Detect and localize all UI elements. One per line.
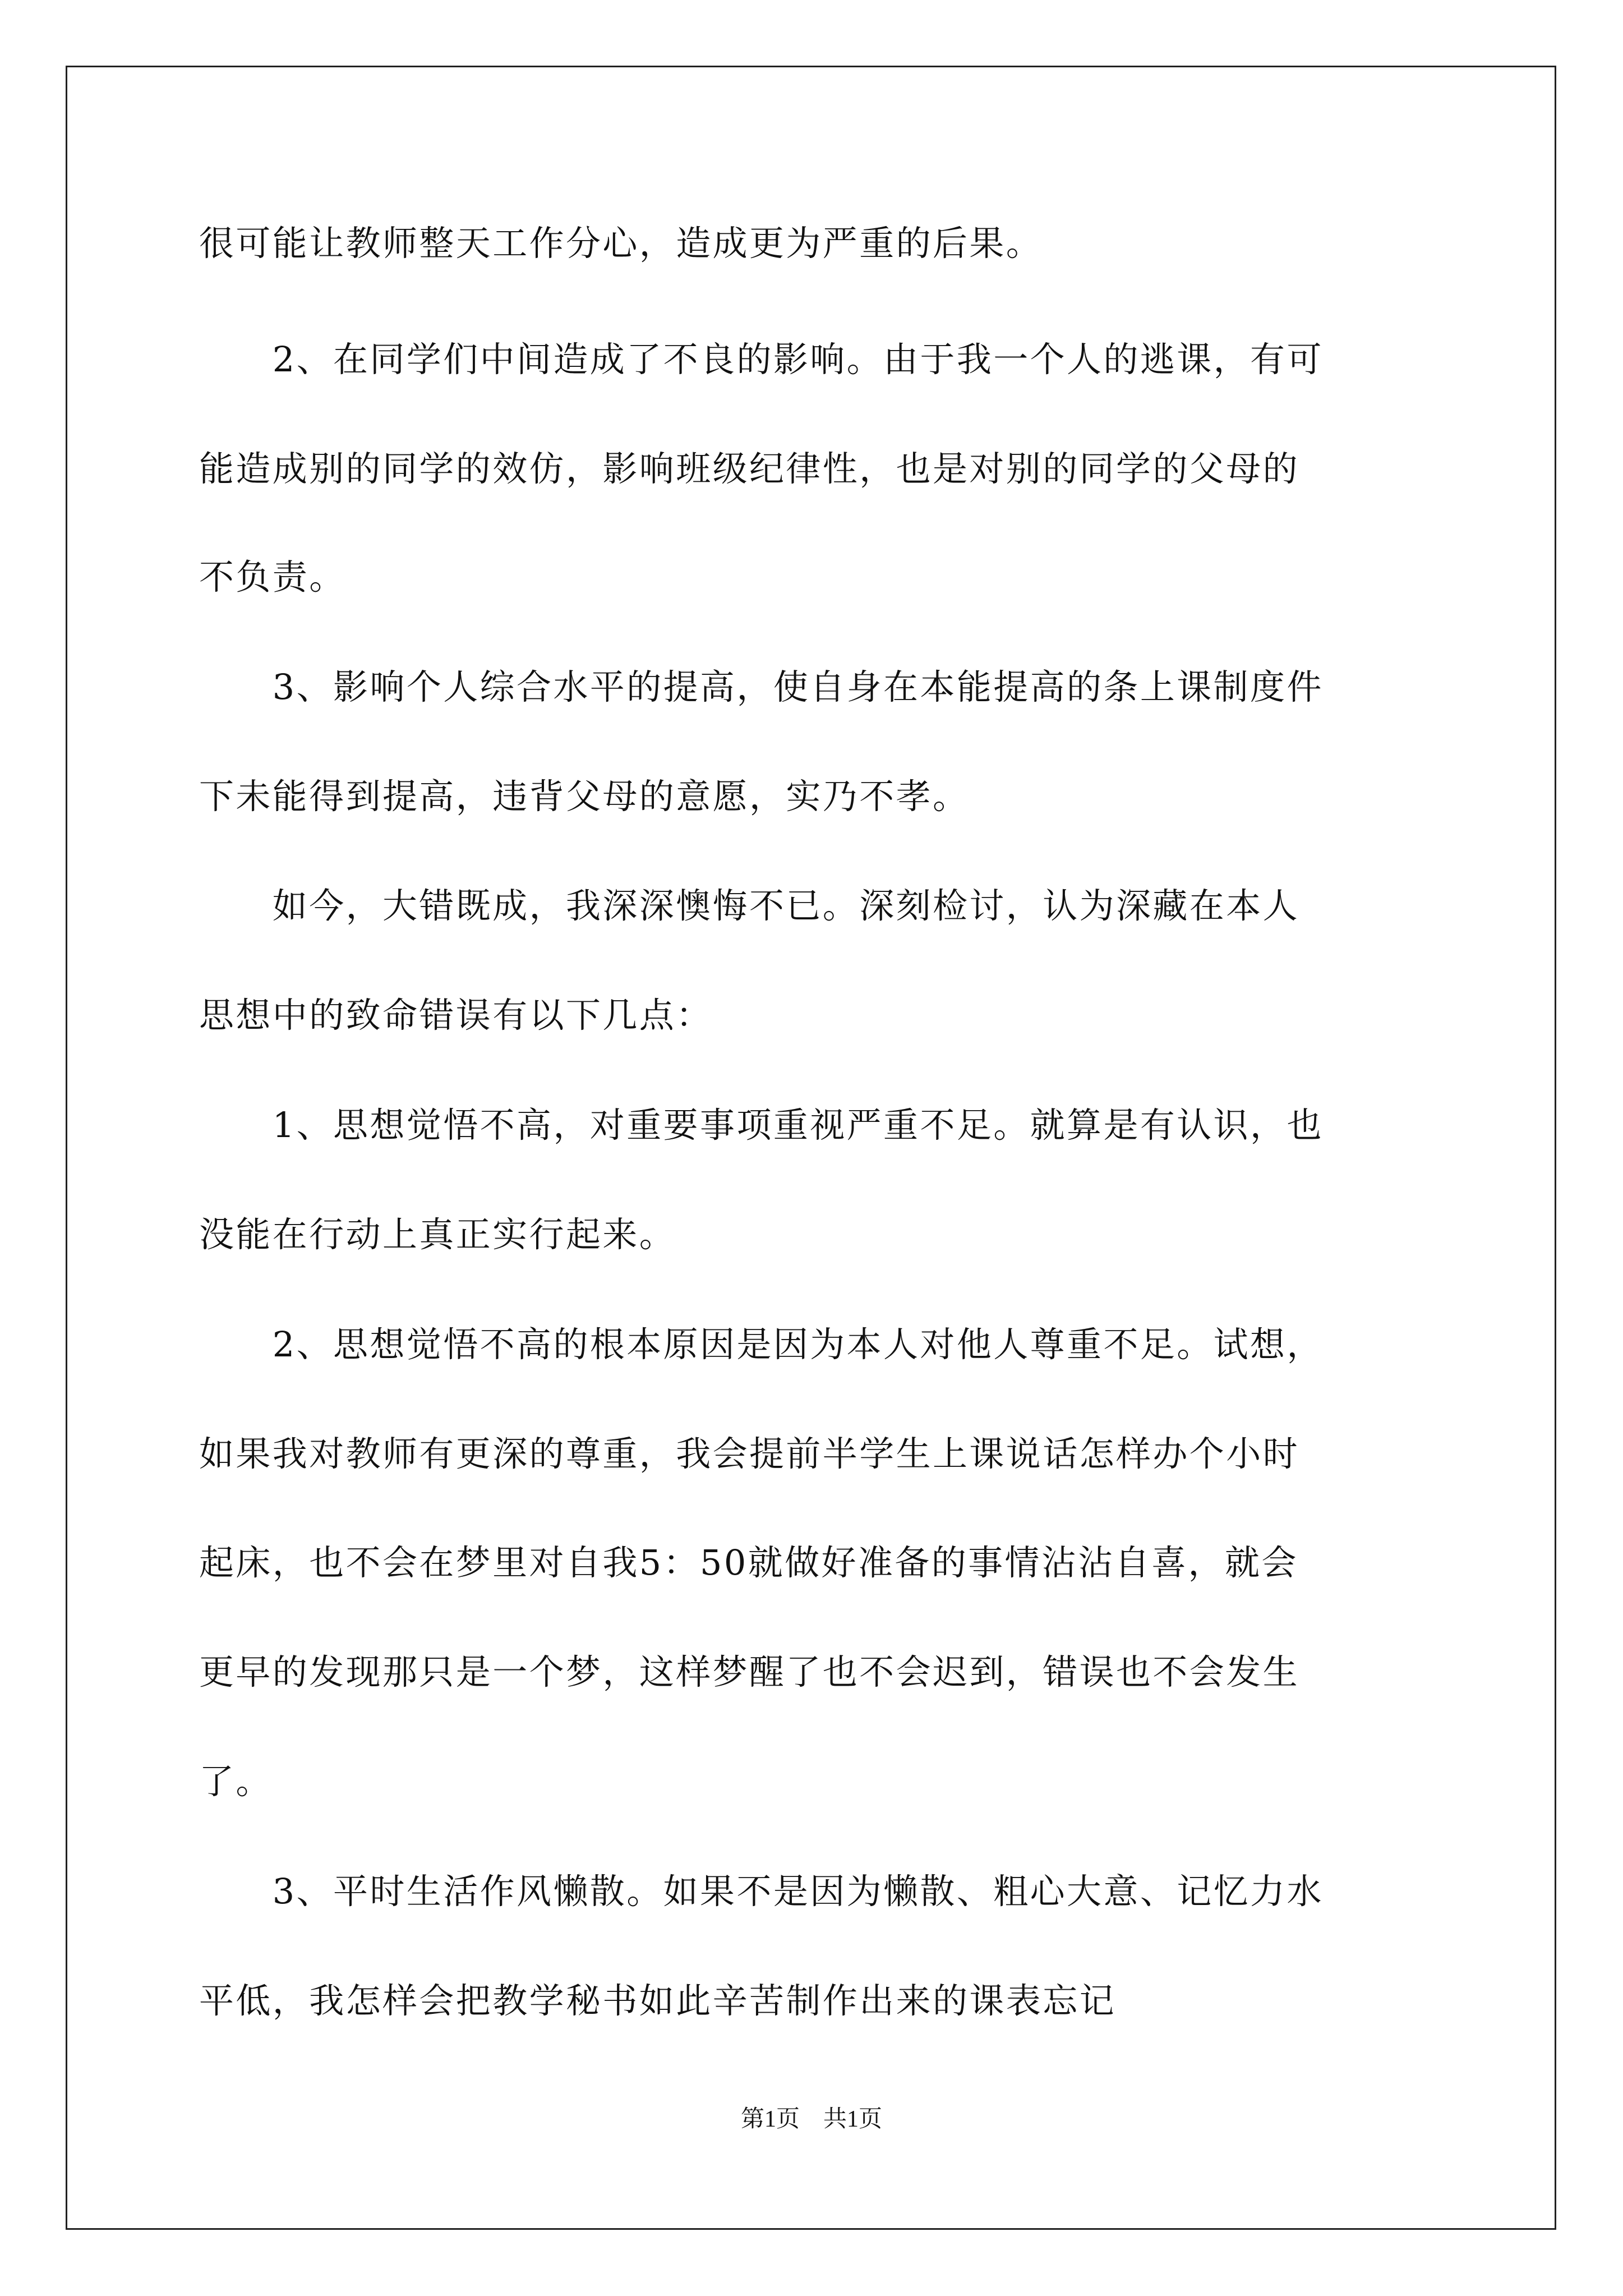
text-line: 下未能得到提高，违背父母的意愿，实乃不孝。: [199, 776, 970, 817]
text-line: 3、影响个人综合水平的提高，使自身在本能提高的条上课制度件: [199, 666, 1324, 707]
text-line: 平低，我怎样会把教学秘书如此辛苦制作出来的课表忘记: [199, 1980, 1117, 2021]
text-line: 不负责。: [199, 556, 346, 597]
text-line: 能造成别的同学的效仿，影响班级纪律性，也是对别的同学的父母的: [199, 448, 1300, 489]
text-line: 思想中的致命错误有以下几点：: [199, 995, 713, 1036]
text-line: 了。: [199, 1761, 273, 1802]
text-line: 很可能让教师整天工作分心，造成更为严重的后果。: [199, 223, 1043, 264]
text-line: 更早的发现那只是一个梦，这样梦醒了也不会迟到，错误也不会发生: [199, 1651, 1300, 1692]
text-line: 如果我对教师有更深的尊重，我会提前半学生上课说话怎样办个小时: [199, 1433, 1300, 1474]
page-number-footer: 第1页 共1页: [740, 2106, 882, 2132]
text-line: 2、思想觉悟不高的根本原因是因为本人对他人尊重不足。试想，: [199, 1324, 1324, 1365]
text-line: 3、平时生活作风懒散。如果不是因为懒散、粗心大意、记忆力水: [199, 1871, 1324, 1912]
text-line: 1、思想觉悟不高，对重要事项重视严重不足。就算是有认识，也: [199, 1105, 1324, 1145]
text-line: 起床，也不会在梦里对自我5：50就做好准备的事情沾沾自喜，就会: [199, 1542, 1298, 1583]
text-line: 没能在行动上真正实行起来。: [199, 1214, 676, 1255]
text-line: 2、在同学们中间造成了不良的影响。由于我一个人的逃课，有可: [199, 339, 1324, 380]
text-line: 如今，大错既成，我深深懊悔不已。深刻检讨，认为深藏在本人: [199, 885, 1300, 926]
